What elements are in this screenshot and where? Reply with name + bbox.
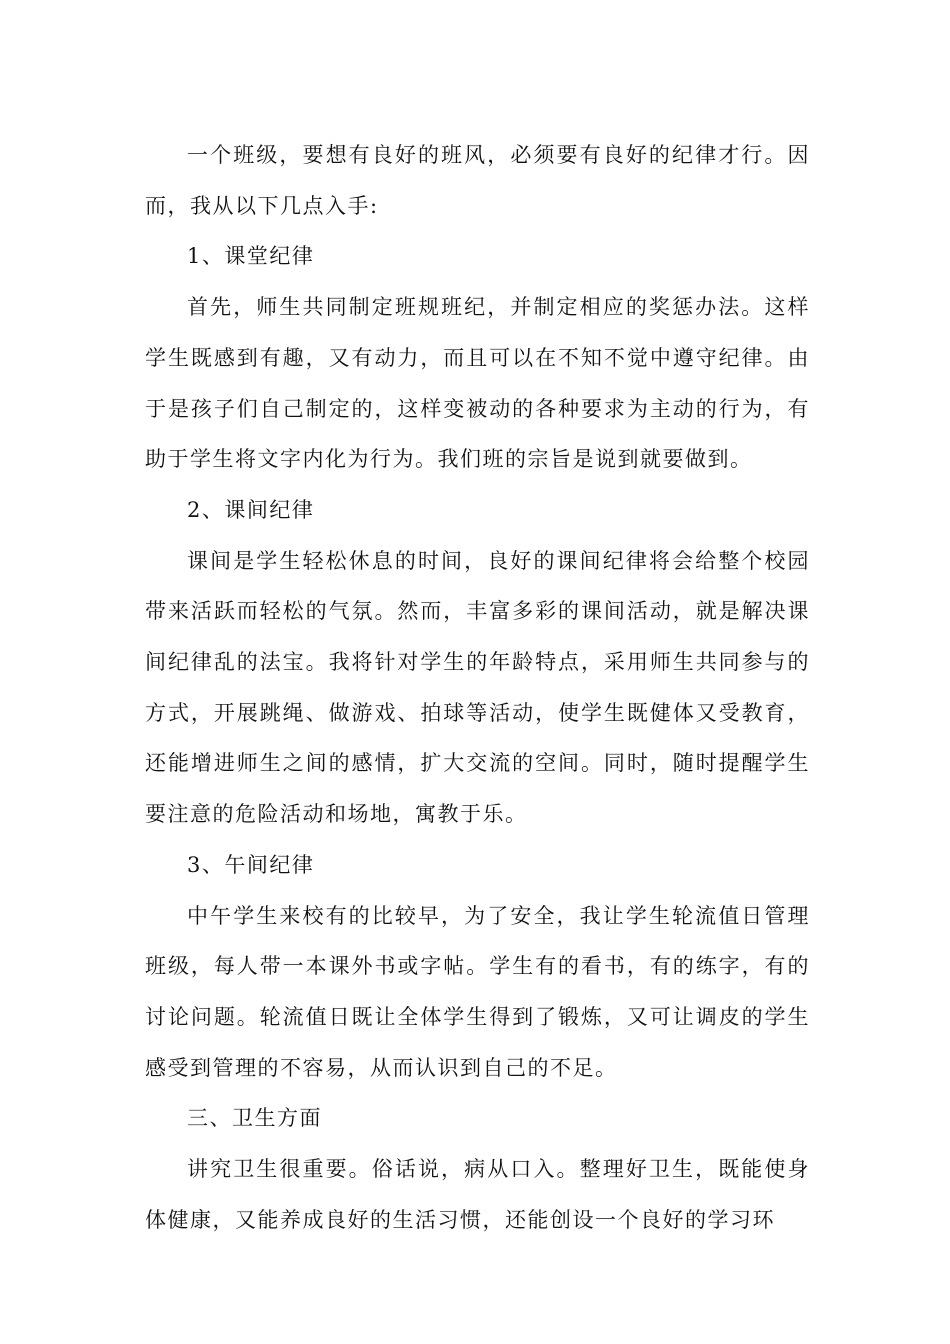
heading-noon-discipline: 3、午间纪律: [187, 852, 315, 877]
heading-classroom-discipline: 1、课堂纪律: [187, 244, 315, 269]
paragraph-hygiene: 讲究卫生很重要。俗话说，病从口入。整理好卫生，既能使身体健康，又能养成良好的生活习惯，还能创设一个良好的学习环: [145, 1157, 810, 1232]
paragraph-classroom-discipline: 首先，师生共同制定班规班纪，并制定相应的奖惩办法。这样学生既感到有趣，又有动力，而且可以在不知不觉中遵守纪律。由于是孩子们自己制定的，这样变被动的各种要求为主动的行为，有助于学生将文字内化为行为。我们班的宗旨是说到就要做到。: [145, 295, 810, 472]
paragraph-break-discipline: 课间是学生轻松休息的时间，良好的课间纪律将会给整个校园带来活跃而轻松的气氛。然而，丰富多彩的课间活动，就是解决课间纪律乱的法宝。我将针对学生的年龄特点，采用师生共同参与的方式，开展跳绳、做游戏、拍球等活动，使学生既健体又受教育，还能增进师生之间的感情，扩大交流的空间。同时，随时提醒学生要注意的危险活动和场地，寓教于乐。: [145, 548, 810, 827]
heading-hygiene: 三、卫生方面: [187, 1106, 322, 1131]
paragraph-intro: 一个班级，要想有良好的班风，必须要有良好的纪律才行。因而，我从以下几点入手:: [145, 143, 810, 218]
document-body: [145, 130, 810, 1245]
heading-break-discipline: 2、课间纪律: [187, 497, 315, 522]
paragraph-noon-discipline: 中午学生来校有的比较早，为了安全，我让学生轮流值日管理班级，每人带一本课外书或字帖。学生有的看书，有的练字，有的讨论问题。轮流值日既让全体学生得到了锻炼，又可让调皮的学生感受到管理的不容易，从而认识到自己的不足。: [145, 903, 810, 1080]
